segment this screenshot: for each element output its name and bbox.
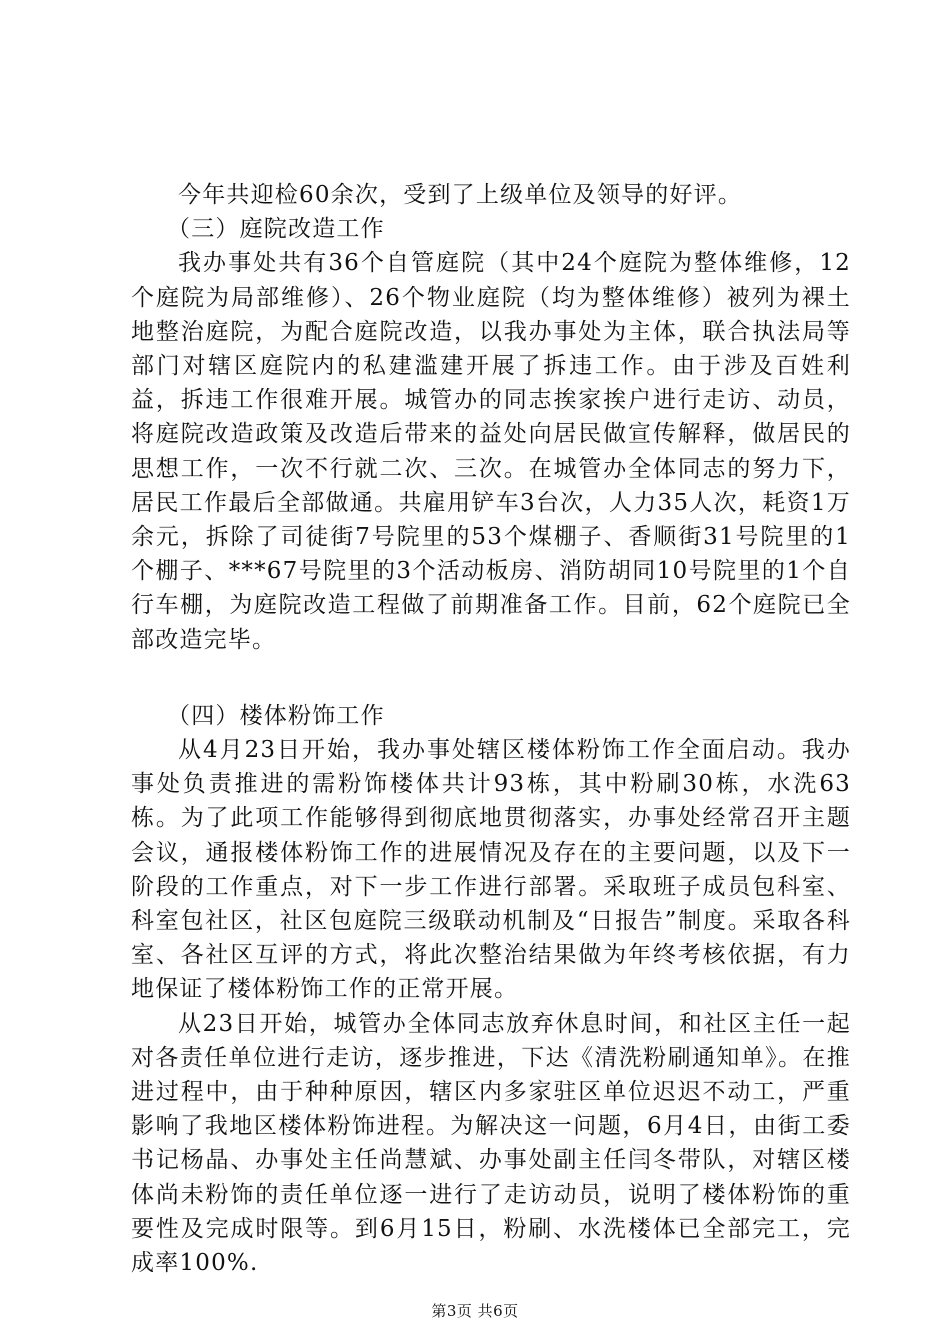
paragraph-facade-progress: 从23日开始，城管办全体同志放弃休息时间，和社区主任一起对各责任单位进行走访，逐步推进，下达《清洗粉刷通知单》。在推进过程中，由于种种原因，辖区内多家驻区单位迟迟不动工，严重影响了我地区楼体粉饰进程。为解决这一问题，6月4日，由街工委书记杨晶、办事处主任尚慧斌、办事处副主任闫冬带队，对辖区楼体尚未粉饰的责任单位逐一进行了走访动员，说明了楼体粉饰的重要性及完成时限等。到6月15日，粉刷、水洗楼体已全部完工，完成率100%. — [131, 1010, 851, 1277]
paragraph-courtyard-renovation: 我办事处共有36个自管庭院（其中24个庭院为整体维修，12个庭院为局部维修）、26个物业庭院（均为整体维修）被列为裸土地整治庭院，为配合庭院改造，以我办事处为主体，联合执法局等部门对辖区庭院内的私建滥建开展了拆违工作。由于涉及百姓利益，拆违工作很难开展。城管办的同志挨家挨户进行走访、动员，将庭院改造政策及改造后带来的益处向居民做宣传解释，做居民的思想工作，一次不行就二次、三次。在城管办全体同志的努力下，居民工作最后全部做通。共雇用铲车3台次，人力35人次，耗资1万余元，拆除了司徒街7号院里的53个煤棚子、香顺街31号院里的1个棚子、***67号院里的3个活动板房、消防胡同10号院里的1个自行车棚，为庭院改造工程做了前期准备工作。目前，62个庭院已全部改造完毕。 — [131, 250, 851, 653]
section-gap — [131, 657, 851, 699]
document-body — [131, 178, 851, 1280]
section-heading-courtyard: （三）庭院改造工作 — [167, 216, 385, 243]
section-heading-facade: （四）楼体粉饰工作 — [167, 702, 385, 729]
page-number-footer: 第3页 共6页 — [431, 1302, 519, 1320]
paragraph-facade-launch: 从4月23日开始，我办事处辖区楼体粉饰工作全面启动。我办事处负责推进的需粉饰楼体共计93栋，其中粉刷30栋，水洗63栋。为了此项工作能够得到彻底地贯彻落实，办事处经常召开主题会议，通报楼体粉饰工作的进展情况及存在的主要问题，以及下一阶段的工作重点，对下一步工作进行部署。采取班子成员包科室、科室包社区，社区包庭院三级联动机制及“日报告”制度。采取各科室、各社区互评的方式，将此次整治结果做为年终考核依据，有力地保证了楼体粉饰工作的正常开展。 — [131, 737, 851, 1003]
paragraph-inspection-summary: 今年共迎检60余次，受到了上级单位及领导的好评。 — [178, 182, 743, 208]
